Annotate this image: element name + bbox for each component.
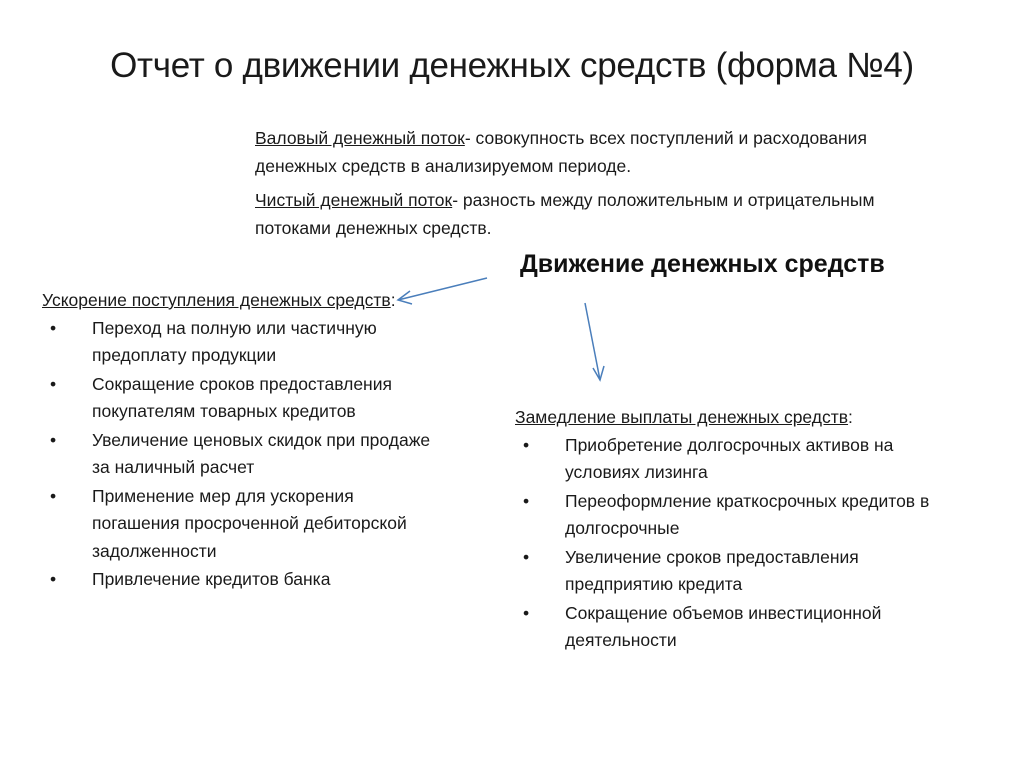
bullet-icon: • (50, 429, 57, 450)
center-heading: Движение денежных средств (520, 250, 885, 278)
list-item: • Переоформление краткосрочных кредитов в долгосрочные (515, 488, 965, 543)
slide-title: Отчет о движении денежных средств (форма №4) (110, 46, 914, 85)
list-item: • Переход на полную или частичную предоплату продукции (42, 315, 442, 370)
bullet-icon: • (523, 490, 530, 511)
bullet-icon: • (50, 485, 57, 506)
bullet-icon: • (50, 317, 57, 338)
bullet-icon: • (523, 434, 530, 455)
bullet-icon: • (50, 569, 57, 589)
definition-term: Чистый денежный поток (255, 190, 453, 210)
list-item: • Сокращение сроков предоставления покупателям товарных кредитов (42, 371, 442, 426)
bullet-icon: • (523, 546, 530, 567)
bullet-icon: • (50, 373, 57, 394)
list-item: • Увеличение ценовых скидок при продаже за наличный расчет (42, 427, 442, 482)
definition-text: - совокупность всех поступлений и расходования денежных средств в анализируемом периоде. (255, 128, 867, 176)
acceleration-header: Ускорение поступления денежных средств: (42, 290, 396, 310)
deceleration-list (515, 432, 965, 655)
definitions (255, 124, 875, 248)
definition-net-flow (255, 186, 875, 242)
definition-text: - разность между положительным и отрицательным потоками денежных средств. (255, 190, 875, 238)
list-item: • Применение мер для ускорения погашения просроченной дебиторской задолженности (42, 483, 442, 566)
list-item: • Привлечение кредитов банка (42, 566, 442, 594)
acceleration-list (42, 315, 442, 594)
arrow-down-icon (585, 303, 604, 380)
list-item: • Сокращение объемов инвестиционной деятельности (515, 600, 965, 655)
definition-gross-flow (255, 124, 875, 180)
deceleration-block (515, 404, 965, 656)
bullet-icon: • (523, 602, 530, 623)
list-item: • Приобретение долгосрочных активов на условиях лизинга (515, 432, 965, 487)
acceleration-block (42, 287, 442, 595)
list-item: • Увеличение сроков предоставления предприятию кредита (515, 544, 965, 599)
deceleration-header: Замедление выплаты денежных средств: (515, 407, 853, 427)
definition-term: Валовый денежный поток (255, 128, 465, 148)
